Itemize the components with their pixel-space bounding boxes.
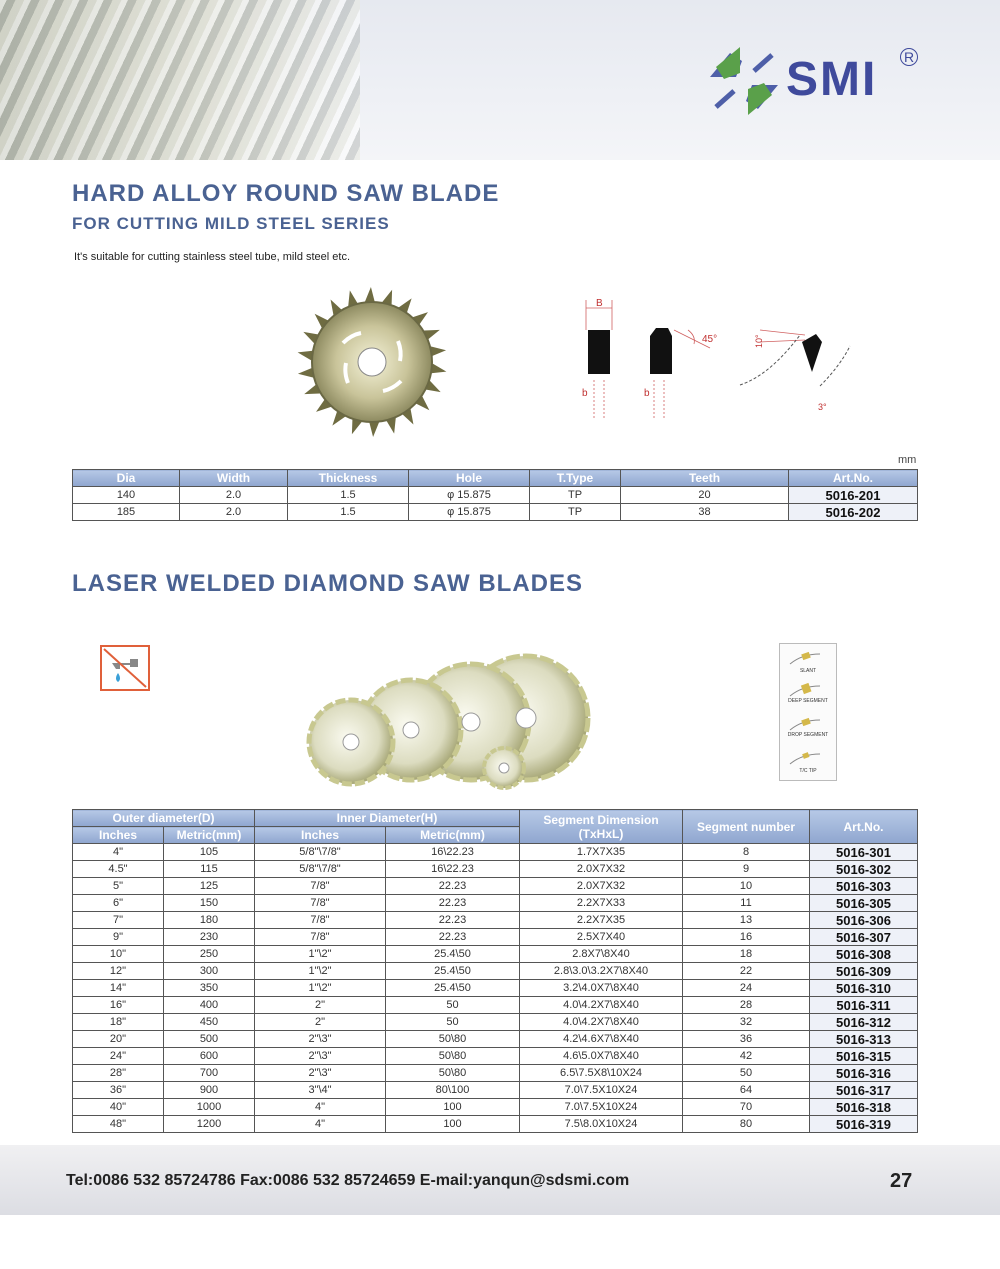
table-row xyxy=(73,1065,918,1082)
table-cell: 4" xyxy=(255,1116,386,1133)
table-cell: 50\80 xyxy=(386,1031,520,1048)
table-cell: 64 xyxy=(683,1082,810,1099)
table-cell: 50 xyxy=(386,1014,520,1031)
drill-bits-photo xyxy=(0,0,360,160)
table-cell: 16\22.23 xyxy=(386,861,520,878)
table-cell: 5016-312 xyxy=(810,1014,918,1031)
table-cell: 18" xyxy=(73,1014,164,1031)
label-angle-3: 3° xyxy=(818,402,827,412)
table-cell: 22.23 xyxy=(386,895,520,912)
table-cell: 13 xyxy=(683,912,810,929)
table-cell: 48" xyxy=(73,1116,164,1133)
table-cell: 7/8" xyxy=(255,895,386,912)
table-cell: 25.4\50 xyxy=(386,946,520,963)
table-cell: 11 xyxy=(683,895,810,912)
hard-alloy-saw-blade-image xyxy=(288,283,456,441)
table-cell: 80 xyxy=(683,1116,810,1133)
table-cell: 1.7X7X35 xyxy=(520,844,683,861)
segment-type-legend xyxy=(779,643,837,781)
table-cell: 24" xyxy=(73,1048,164,1065)
table-row xyxy=(73,980,918,997)
table-cell: 100 xyxy=(386,1116,520,1133)
table-cell: 4.6\5.0X7\8X40 xyxy=(520,1048,683,1065)
table-cell: 5016-319 xyxy=(810,1116,918,1133)
table-cell: 2.2X7X33 xyxy=(520,895,683,912)
table-cell: 22 xyxy=(683,963,810,980)
table-cell: 150 xyxy=(164,895,255,912)
table-row xyxy=(73,912,918,929)
table-cell: 1"\2" xyxy=(255,980,386,997)
table-cell: 1.5 xyxy=(288,504,409,521)
table-cell: 9 xyxy=(683,861,810,878)
table-cell: 350 xyxy=(164,980,255,997)
smi-logo-mark-icon xyxy=(704,46,784,116)
table-cell: 80\100 xyxy=(386,1082,520,1099)
table-cell: 5016-302 xyxy=(810,861,918,878)
label-b-lower-2: b xyxy=(644,388,650,399)
col-artno: Art.No. xyxy=(789,470,918,487)
section2-title: LASER WELDED DIAMOND SAW BLADES xyxy=(72,570,583,597)
table-cell: 9" xyxy=(73,929,164,946)
table-cell: 1"\2" xyxy=(255,946,386,963)
table-cell: 5016-202 xyxy=(789,504,918,521)
table-cell: 24 xyxy=(683,980,810,997)
table-cell: 7.0\7.5X10X24 xyxy=(520,1082,683,1099)
section1-subtitle: FOR CUTTING MILD STEEL SERIES xyxy=(72,214,390,233)
table-row xyxy=(73,1048,918,1065)
table-cell: 5016-307 xyxy=(810,929,918,946)
segment-dimension-label: Segment Dimension xyxy=(543,812,659,827)
table-cell: 32 xyxy=(683,1014,810,1031)
table-cell: 36" xyxy=(73,1082,164,1099)
table-cell: 25.4\50 xyxy=(386,963,520,980)
table-cell: 14" xyxy=(73,980,164,997)
table-cell: 22.23 xyxy=(386,878,520,895)
table-row xyxy=(73,1014,918,1031)
table-cell: 7/8" xyxy=(255,929,386,946)
table-cell: 16\22.23 xyxy=(386,844,520,861)
slant-icon xyxy=(788,650,828,666)
header-banner xyxy=(0,0,1000,160)
col-teeth: Teeth xyxy=(621,470,789,487)
table-cell: 36 xyxy=(683,1031,810,1048)
table-cell: 4.0\4.2X7\8X40 xyxy=(520,997,683,1014)
table-cell: 2.0X7X32 xyxy=(520,878,683,895)
col-outer-diameter: Outer diameter(D) xyxy=(73,810,255,827)
table-cell: 105 xyxy=(164,844,255,861)
smi-logo xyxy=(704,46,924,116)
table-cell: 2.0X7X32 xyxy=(520,861,683,878)
col-dia: Dia xyxy=(73,470,180,487)
col-inner-metric: Metric(mm) xyxy=(386,827,520,844)
table-cell: 2.0 xyxy=(180,504,288,521)
table-cell: 1"\2" xyxy=(255,963,386,980)
table-cell: 250 xyxy=(164,946,255,963)
table-cell: 2"\3" xyxy=(255,1065,386,1082)
legend-slant: SLANT xyxy=(799,668,817,674)
col-outer-inches: Inches xyxy=(73,827,164,844)
label-b-lower: b xyxy=(582,388,588,399)
table-cell: 1000 xyxy=(164,1099,255,1116)
table-cell: 230 xyxy=(164,929,255,946)
table-cell: 50\80 xyxy=(386,1048,520,1065)
table-cell: 3.2\4.0X7\8X40 xyxy=(520,980,683,997)
diamond-saw-spec-table xyxy=(72,809,918,1133)
table-cell: 6" xyxy=(73,895,164,912)
table-cell: 5016-315 xyxy=(810,1048,918,1065)
table-cell: 7.5\8.0X10X24 xyxy=(520,1116,683,1133)
page-number: 27 xyxy=(890,1170,913,1192)
table-cell: 50 xyxy=(386,997,520,1014)
table-cell: 28 xyxy=(683,997,810,1014)
table-cell: 4" xyxy=(73,844,164,861)
registered-mark: R xyxy=(900,48,918,66)
col-inner-inches: Inches xyxy=(255,827,386,844)
drop-segment-icon xyxy=(788,716,828,732)
table-cell: 2" xyxy=(255,997,386,1014)
no-water-icon xyxy=(100,645,150,691)
table-cell: 5016-317 xyxy=(810,1082,918,1099)
table-cell: 7/8" xyxy=(255,878,386,895)
table-row xyxy=(73,1116,918,1133)
col-thickness: Thickness xyxy=(288,470,409,487)
table-cell: 18 xyxy=(683,946,810,963)
table-cell: 2.2X7X35 xyxy=(520,912,683,929)
table-cell: 4.5" xyxy=(73,861,164,878)
table-cell: 600 xyxy=(164,1048,255,1065)
table-cell: 7" xyxy=(73,912,164,929)
table-cell: 7/8" xyxy=(255,912,386,929)
table-cell: 2"\3" xyxy=(255,1048,386,1065)
table-cell: 22.23 xyxy=(386,912,520,929)
table-cell: 1.5 xyxy=(288,487,409,504)
table-row xyxy=(73,946,918,963)
table-cell: 500 xyxy=(164,1031,255,1048)
col-segment-dimension xyxy=(520,810,683,844)
table-cell: 5/8"\7/8" xyxy=(255,861,386,878)
table-cell: 900 xyxy=(164,1082,255,1099)
tooth-type-diagram xyxy=(570,290,870,425)
table-row xyxy=(73,487,918,504)
hard-alloy-spec-table xyxy=(72,469,918,521)
legend-drop-segment: DROP SEGMENT xyxy=(787,732,829,738)
table-row xyxy=(73,861,918,878)
label-angle-10: 10° xyxy=(754,334,764,348)
table-cell: 5/8"\7/8" xyxy=(255,844,386,861)
table-cell: 50\80 xyxy=(386,1065,520,1082)
table-cell: 16" xyxy=(73,997,164,1014)
table-cell: φ 15.875 xyxy=(409,487,530,504)
table-cell: 5016-313 xyxy=(810,1031,918,1048)
table-cell: 20 xyxy=(621,487,789,504)
table-cell: 5016-316 xyxy=(810,1065,918,1082)
table-cell: 100 xyxy=(386,1099,520,1116)
table-cell: 300 xyxy=(164,963,255,980)
segment-dimension-sub: (TxHxL) xyxy=(578,826,624,841)
table-cell: 5016-303 xyxy=(810,878,918,895)
table-cell: 5016-305 xyxy=(810,895,918,912)
table-cell: 5016-201 xyxy=(789,487,918,504)
col-width: Width xyxy=(180,470,288,487)
table-cell: 5016-308 xyxy=(810,946,918,963)
table-row xyxy=(73,844,918,861)
table-row xyxy=(73,504,918,521)
table-cell: 140 xyxy=(73,487,180,504)
contact-info: Tel:0086 532 85724786 Fax:0086 532 85724659 E-mail:yanqun@sdsmi.com xyxy=(66,1172,630,1189)
logo-wordmark: SMI xyxy=(786,53,878,106)
table-cell: 2.0 xyxy=(180,487,288,504)
table-cell: 4" xyxy=(255,1099,386,1116)
table-cell: 20" xyxy=(73,1031,164,1048)
table-cell: 5016-311 xyxy=(810,997,918,1014)
table-cell: 185 xyxy=(73,504,180,521)
table-cell: 8 xyxy=(683,844,810,861)
table-cell: 22.23 xyxy=(386,929,520,946)
col-artno: Art.No. xyxy=(810,810,918,844)
table-cell: 700 xyxy=(164,1065,255,1082)
col-outer-metric: Metric(mm) xyxy=(164,827,255,844)
table-cell: 38 xyxy=(621,504,789,521)
legend-deep-segment: DEEP SEGMENT xyxy=(788,698,828,704)
label-angle-45: 45° xyxy=(702,334,718,345)
table-cell: TP xyxy=(530,504,621,521)
table-row xyxy=(73,929,918,946)
table-cell: 450 xyxy=(164,1014,255,1031)
col-segment-number: Segment number xyxy=(683,810,810,844)
table-cell: 16 xyxy=(683,929,810,946)
table-row xyxy=(73,895,918,912)
table-cell: 180 xyxy=(164,912,255,929)
table-cell: 6.5\7.5X8\10X24 xyxy=(520,1065,683,1082)
table-row xyxy=(73,963,918,980)
table-row xyxy=(73,1031,918,1048)
table-cell: 10" xyxy=(73,946,164,963)
table-cell: 2.8\3.0\3.2X7\8X40 xyxy=(520,963,683,980)
table-cell: 4.0\4.2X7\8X40 xyxy=(520,1014,683,1031)
table-cell: 42 xyxy=(683,1048,810,1065)
legend-tc-tip: T/C TIP xyxy=(799,768,817,774)
table-cell: 2.5X7X40 xyxy=(520,929,683,946)
table-row xyxy=(73,1099,918,1116)
table-cell: 2.8X7\8X40 xyxy=(520,946,683,963)
table-cell: 70 xyxy=(683,1099,810,1116)
table-cell: 25.4\50 xyxy=(386,980,520,997)
table-cell: 2" xyxy=(255,1014,386,1031)
col-ttype: T.Type xyxy=(530,470,621,487)
table-header-row xyxy=(73,470,918,487)
table-cell: 5016-301 xyxy=(810,844,918,861)
table-cell: 115 xyxy=(164,861,255,878)
table-cell: 2"\3" xyxy=(255,1031,386,1048)
table-cell: 12" xyxy=(73,963,164,980)
diamond-saw-blades-image xyxy=(296,650,596,790)
table-cell: 5016-309 xyxy=(810,963,918,980)
table-cell: 28" xyxy=(73,1065,164,1082)
tc-tip-icon xyxy=(788,750,828,766)
table-cell: 5" xyxy=(73,878,164,895)
table-cell: 400 xyxy=(164,997,255,1014)
section1-title: HARD ALLOY ROUND SAW BLADE xyxy=(72,180,500,207)
table-cell: 1200 xyxy=(164,1116,255,1133)
table-cell: TP xyxy=(530,487,621,504)
table-cell: 3"\4" xyxy=(255,1082,386,1099)
table-cell: 50 xyxy=(683,1065,810,1082)
section1-description: It's suitable for cutting stainless steel tube, mild steel etc. xyxy=(74,251,351,263)
col-inner-diameter: Inner Diameter(H) xyxy=(255,810,520,827)
col-hole: Hole xyxy=(409,470,530,487)
table-row xyxy=(73,878,918,895)
table-group-header-row xyxy=(73,810,918,827)
label-b-upper: B xyxy=(596,298,603,309)
table-cell: 125 xyxy=(164,878,255,895)
table-row xyxy=(73,1082,918,1099)
table-cell: 10 xyxy=(683,878,810,895)
table-cell: 5016-310 xyxy=(810,980,918,997)
table-cell: 5016-318 xyxy=(810,1099,918,1116)
table-cell: 7.0\7.5X10X24 xyxy=(520,1099,683,1116)
table-cell: 5016-306 xyxy=(810,912,918,929)
table-row xyxy=(73,997,918,1014)
table-cell: φ 15.875 xyxy=(409,504,530,521)
deep-segment-icon xyxy=(788,682,828,698)
table-cell: 4.2\4.6X7\8X40 xyxy=(520,1031,683,1048)
table-cell: 40" xyxy=(73,1099,164,1116)
unit-label: mm xyxy=(898,454,917,466)
